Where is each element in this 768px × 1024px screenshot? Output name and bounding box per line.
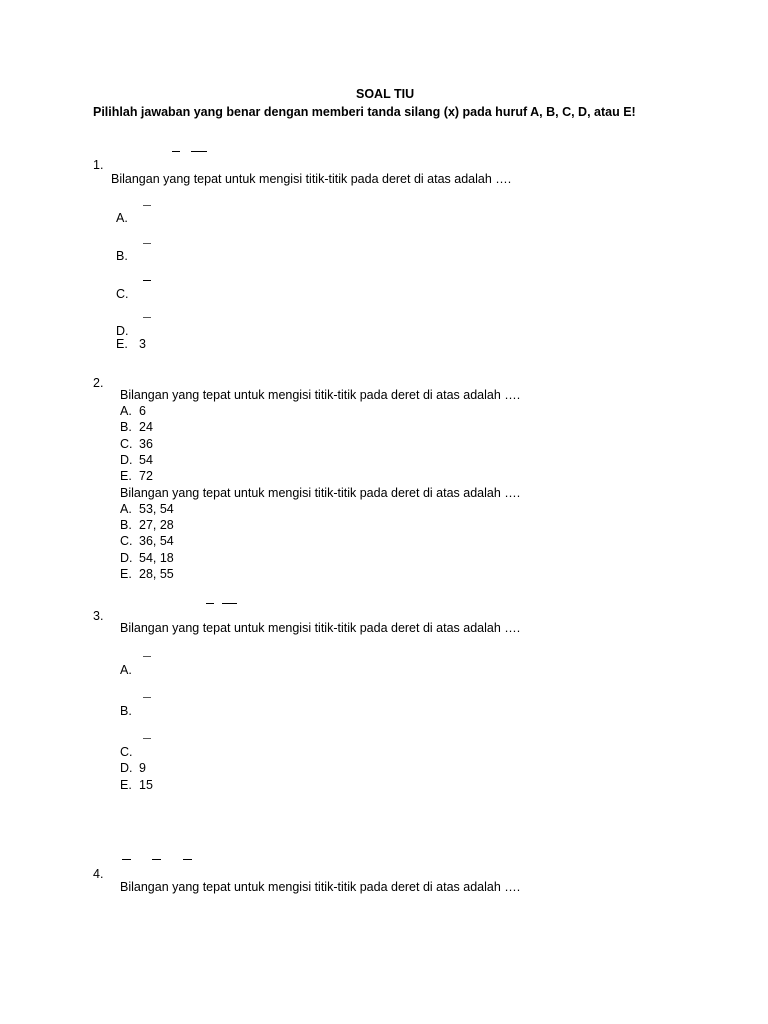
fraction-bar xyxy=(222,603,237,604)
option-letter[interactable]: C. xyxy=(120,534,133,548)
question-stem: Bilangan yang tepat untuk mengisi titik-titik pada deret di atas adalah …. xyxy=(120,621,521,635)
question-number: 1. xyxy=(93,158,104,172)
fraction-bar xyxy=(143,738,151,739)
option-text: 24 xyxy=(139,420,153,434)
option-letter[interactable]: D. xyxy=(116,324,129,338)
option-letter[interactable]: E. xyxy=(120,567,132,581)
option-text: 9 xyxy=(139,761,146,775)
option-letter[interactable]: B. xyxy=(120,420,132,434)
question-stem: Bilangan yang tepat untuk mengisi titik-titik pada deret di atas adalah …. xyxy=(120,880,521,894)
option-letter[interactable]: B. xyxy=(116,249,128,263)
fraction-bar xyxy=(206,603,214,604)
fraction-bar xyxy=(143,656,151,657)
fraction-bar xyxy=(143,280,151,281)
option-letter[interactable]: A. xyxy=(116,211,128,225)
question-stem: Bilangan yang tepat untuk mengisi titik-titik pada deret di atas adalah …. xyxy=(111,172,512,186)
option-letter[interactable]: B. xyxy=(120,518,132,532)
option-text: 6 xyxy=(139,404,146,418)
option-text: 72 xyxy=(139,469,153,483)
fraction-bar xyxy=(191,151,207,152)
option-letter[interactable]: C. xyxy=(116,287,129,301)
page-title: SOAL TIU xyxy=(356,87,415,101)
fraction-bar xyxy=(152,859,161,860)
option-text: 28, 55 xyxy=(139,567,174,581)
option-letter[interactable]: D. xyxy=(120,551,133,565)
fraction-bar xyxy=(183,859,192,860)
instruction: Pilihlah jawaban yang benar dengan memberi tanda silang (x) pada huruf A, B, C, D, atau E! xyxy=(93,105,636,119)
option-letter[interactable]: A. xyxy=(120,502,132,516)
question-stem: Bilangan yang tepat untuk mengisi titik-titik pada deret di atas adalah …. xyxy=(120,486,521,500)
option-letter[interactable]: D. xyxy=(120,453,133,467)
option-letter[interactable]: D. xyxy=(120,761,133,775)
fraction-bar xyxy=(172,151,180,152)
option-letter[interactable]: E. xyxy=(116,337,128,351)
option-letter[interactable]: B. xyxy=(120,704,132,718)
option-text: 3 xyxy=(139,337,146,351)
option-letter[interactable]: A. xyxy=(120,404,132,418)
option-letter[interactable]: E. xyxy=(120,469,132,483)
question-stem: Bilangan yang tepat untuk mengisi titik-titik pada deret di atas adalah …. xyxy=(120,388,521,402)
question-number: 4. xyxy=(93,867,104,881)
option-text: 36 xyxy=(139,437,153,451)
fraction-bar xyxy=(143,697,151,698)
option-letter[interactable]: E. xyxy=(120,778,132,792)
fraction-bar xyxy=(143,205,151,206)
option-text: 27, 28 xyxy=(139,518,174,532)
option-text: 54, 18 xyxy=(139,551,174,565)
option-letter[interactable]: C. xyxy=(120,745,133,759)
option-text: 54 xyxy=(139,453,153,467)
question-number: 2. xyxy=(93,376,104,390)
fraction-bar xyxy=(122,859,131,860)
option-text: 36, 54 xyxy=(139,534,174,548)
question-number: 3. xyxy=(93,609,104,623)
option-letter[interactable]: A. xyxy=(120,663,132,677)
option-text: 15 xyxy=(139,778,153,792)
fraction-bar xyxy=(143,317,151,318)
option-text: 53, 54 xyxy=(139,502,174,516)
fraction-bar xyxy=(143,243,151,244)
option-letter[interactable]: C. xyxy=(120,437,133,451)
